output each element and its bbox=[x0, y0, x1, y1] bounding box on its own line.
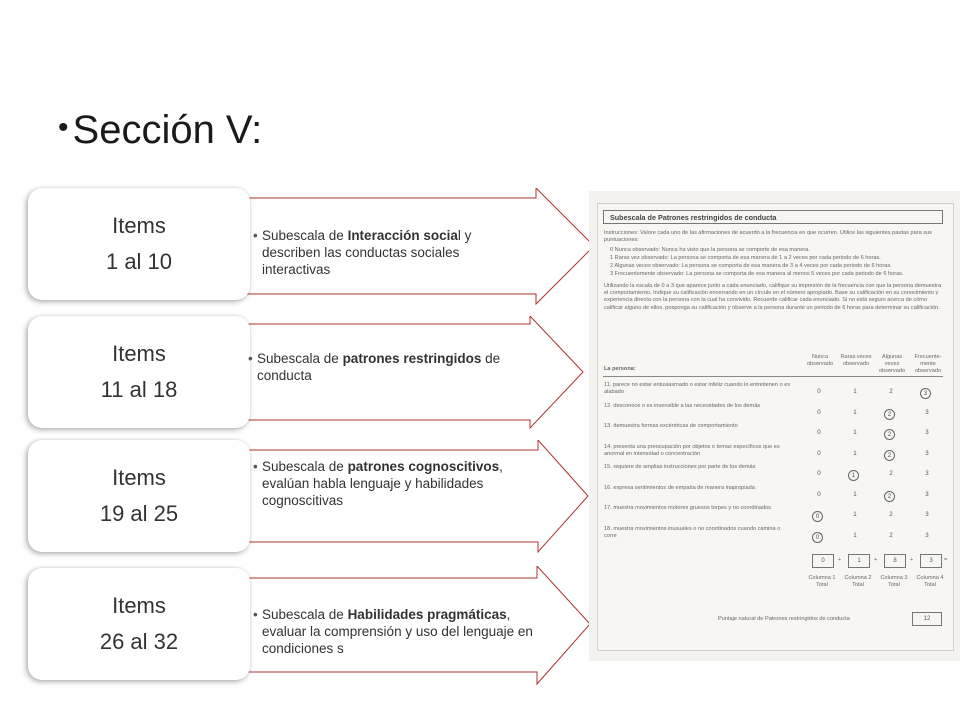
scanned-questionnaire bbox=[589, 191, 960, 661]
items-box-1 bbox=[28, 188, 250, 300]
items-label: Items bbox=[112, 341, 166, 366]
subscale-row-1 bbox=[0, 188, 600, 308]
rating-value: 1 bbox=[853, 449, 857, 457]
divider bbox=[603, 376, 943, 377]
rating-value: 2 bbox=[889, 531, 893, 539]
op-eq: = bbox=[944, 557, 948, 563]
form-item-text: 12. desconoce o es insensible a las necesidades de los demás bbox=[604, 402, 761, 409]
rating-value: 3 bbox=[925, 429, 929, 436]
rating-value: 3 bbox=[925, 511, 929, 518]
slide-title bbox=[58, 108, 262, 153]
rating-value: 1 bbox=[853, 511, 857, 518]
items-range: 19 al 25 bbox=[99, 501, 179, 526]
form-paragraph: Utilizando la escala de 0 a 3 que aparece junto a cada enunciado, califique su impresión de la frecuencia con que la persona demuestra el comportamiento. Indique su calificación encerrando en un círculo en el número apropiado. Base su calificación en su conocimiento y experiencia directa con la persona con la cual ha convivido. Recuerde calificar cada enunciado. Si no está seguro acerca de cómo calificar alguno de ellos, posponga su calificación y observe a la persona durante un periodo de 6 horas para determinar su calificación. bbox=[604, 283, 942, 311]
form-item-text: 18. muestra movimientos inusuales o no coordinados cuando camina o corre bbox=[604, 525, 781, 539]
subscale-row-2 bbox=[0, 316, 600, 436]
rating-value: 0 bbox=[817, 429, 821, 436]
form-item-text: 13. demuestra formas excéntricas de comportamiento bbox=[604, 423, 738, 429]
total-label-3: Columna 3 Total bbox=[880, 575, 908, 589]
rating-value: 2 bbox=[889, 470, 893, 477]
total-label-2: Columna 2 Total bbox=[844, 575, 872, 589]
rating-value: 0 bbox=[817, 449, 821, 457]
rating-value: 3 bbox=[925, 490, 929, 498]
subscale-description: • Subescala de patrones cognoscitivos, evalúan habla lenguaje y habilidades cognoscitivas bbox=[253, 459, 503, 508]
questionnaire-page bbox=[597, 203, 954, 651]
rating-value: 0 bbox=[817, 490, 821, 498]
total-box-1: 0 bbox=[812, 554, 834, 568]
circled-rating: 3 bbox=[920, 388, 931, 399]
circled-rating: 2 bbox=[884, 450, 895, 461]
subscale-row-4 bbox=[0, 566, 600, 686]
items-box-4 bbox=[28, 568, 250, 680]
subscale-row-3 bbox=[0, 440, 600, 560]
items-range: 26 al 32 bbox=[99, 629, 179, 654]
col-header-2: Algunas veces observado bbox=[878, 354, 906, 375]
total-box-2: 1 bbox=[848, 554, 870, 568]
rating-value: 0 bbox=[817, 388, 821, 395]
rating-value: 1 bbox=[853, 429, 857, 436]
op-3: + bbox=[910, 557, 914, 563]
form-item-text: 14. presenta una preocupación por objetos o temas específicos que es anormal en intensidad o concentración bbox=[604, 443, 780, 457]
circled-rating: 2 bbox=[884, 491, 895, 502]
scale-line-0: 0 Nunca observado: Nunca ha visto que la persona se comporte de esa manera. bbox=[610, 247, 810, 253]
total-label-1: Columna 1 Total bbox=[808, 575, 836, 589]
subscale-description: • Subescala de Habilidades pragmáticas, evaluar la comprensión y uso del lenguaje en condiciones s bbox=[253, 607, 533, 656]
subscale-description: • Subescala de Interacción social y describen las conductas sociales interactivas bbox=[253, 228, 472, 277]
subscale-description: • Subescala de patrones restringidos de conducta bbox=[248, 351, 501, 383]
rating-value: 3 bbox=[925, 531, 929, 539]
form-item-text: 15. requiere de amplias instrucciones por parte de los demás bbox=[604, 464, 756, 470]
rating-value: 1 bbox=[853, 388, 857, 395]
op-2: + bbox=[874, 557, 878, 563]
col-header-3: Frecuente-mente observado bbox=[914, 354, 942, 375]
persona-label: La persona: bbox=[604, 366, 636, 372]
items-box-3 bbox=[28, 440, 250, 552]
total-box-4: 3 bbox=[920, 554, 942, 568]
title-bullet: • bbox=[58, 111, 69, 144]
scale-line-3: 3 Frecuentemente observado: La persona se comporta de esa manera al menos 5 veces por cada periodo de 6 horas. bbox=[610, 271, 904, 277]
items-label: Items bbox=[112, 593, 166, 618]
op-1: + bbox=[838, 557, 842, 563]
rating-value: 1 bbox=[853, 408, 857, 416]
form-header: Subescala de Patrones restringidos de conducta bbox=[603, 210, 943, 224]
circled-rating: 0 bbox=[812, 532, 823, 543]
col-header-1: Raras veces observado bbox=[840, 354, 872, 368]
rating-value: 2 bbox=[889, 388, 893, 395]
items-label: Items bbox=[112, 213, 166, 238]
scale-line-1: 1 Raras vez observado: La persona se comporta de esa manera de 1 a 2 veces por cada periodo de 6 horas. bbox=[610, 255, 881, 261]
circled-rating: 2 bbox=[884, 429, 895, 440]
items-range: 1 al 10 bbox=[105, 249, 173, 274]
title-text: Sección V: bbox=[72, 108, 263, 152]
items-range: 11 al 18 bbox=[100, 377, 178, 402]
rating-value: 0 bbox=[817, 408, 821, 416]
circled-rating: 2 bbox=[884, 409, 895, 420]
rating-value: 2 bbox=[889, 511, 893, 518]
rating-value: 3 bbox=[925, 408, 929, 416]
form-item-text: 16. expresa sentimientos de empatía de manera inapropiada bbox=[604, 484, 755, 491]
rating-value: 3 bbox=[925, 449, 929, 457]
form-instructions: Instrucciones: Valore cada uno de las afirmaciones de acuerdo a la frecuencia en que ocurren. Utilice las siguientes pautas para sus puntuaciones: bbox=[604, 230, 932, 244]
items-box-2 bbox=[28, 316, 250, 428]
circled-rating: 1 bbox=[848, 470, 859, 481]
form-item-text: 17. muestra movimientos motores gruesos torpes y no coordinados bbox=[604, 505, 771, 511]
rating-value: 1 bbox=[853, 531, 857, 539]
total-box-3: 8 bbox=[884, 554, 906, 568]
total-label-4: Columna 4 Total bbox=[916, 575, 944, 589]
final-score-label: Puntaje natural de Patrones restringidos de conducta bbox=[718, 616, 850, 622]
rating-value: 1 bbox=[853, 490, 857, 498]
rating-value: 3 bbox=[925, 470, 929, 477]
final-score-box: 12 bbox=[912, 612, 942, 626]
scale-line-2: 2 Algunas veces observado: La persona se comporta de esa manera de 3 a 4 veces por cada periodo de 6 horas. bbox=[610, 263, 892, 269]
items-label: Items bbox=[112, 465, 166, 490]
form-item-text: 11. parece no estar entusiasmado o estar infeliz cuando lo entretienen o es alabado bbox=[604, 382, 791, 396]
rating-value: 0 bbox=[817, 470, 821, 477]
col-header-0: Nunca observado bbox=[806, 354, 834, 368]
circled-rating: 0 bbox=[812, 511, 823, 522]
